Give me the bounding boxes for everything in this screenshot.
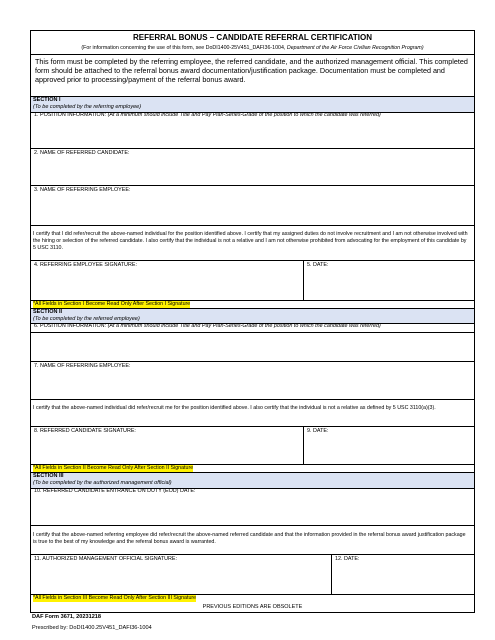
subtitle-italic: Department of the Air Force Civilian Recognition Program) bbox=[286, 45, 424, 51]
section-3-certification: I certify that the above-named referring employee did refer/recruit the above-named referred candidate and that the information provided in the referral bonus award justification package is true to the best of my knowledge and the referral bonus award is warranted. bbox=[33, 532, 466, 545]
section-1-note: (To be completed by the referring employee) bbox=[33, 104, 142, 110]
form-frame bbox=[30, 30, 475, 613]
divider bbox=[31, 426, 474, 427]
form-subtitle bbox=[31, 43, 474, 53]
divider bbox=[31, 54, 474, 55]
eod-date-field[interactable] bbox=[31, 488, 195, 495]
section-1-header bbox=[31, 96, 474, 113]
obsolete-notice: PREVIOUS EDITIONS ARE OBSOLETE bbox=[202, 604, 303, 610]
divider bbox=[31, 361, 474, 362]
position-info-field-2[interactable] bbox=[31, 323, 381, 330]
field-8-label: 8. REFERRED CANDIDATE SIGNATURE: bbox=[34, 428, 136, 434]
referred-candidate-signature-field[interactable] bbox=[31, 428, 136, 435]
divider bbox=[31, 554, 474, 555]
section-2-header bbox=[31, 308, 474, 324]
section-3-header bbox=[31, 472, 474, 489]
divider bbox=[31, 260, 474, 261]
section-2-readonly-notice: *All Fields in Section II Become Read Only After Section II Signature bbox=[33, 465, 194, 471]
position-info-field[interactable] bbox=[31, 112, 381, 119]
section-1-readonly-notice: *All Fields in Section I Become Read Only After Section I Signature bbox=[33, 301, 191, 307]
field-11-label: 11. AUTHORIZED MANAGEMENT OFFICIAL SIGNATURE: bbox=[34, 556, 177, 562]
field-5-label: 5. DATE: bbox=[307, 262, 329, 268]
section-3-note: (To be completed by the authorized management official) bbox=[33, 480, 172, 486]
date-field-9[interactable] bbox=[304, 428, 328, 435]
section-1-certification: I certify that I did refer/recruit the above-named individual for the position identified above. I certify that my assigned duties do not involve recruitment and I am not otherwise involved with the hiring or selection of the referred candidate. I also certify that the individual is not a relative and I am not otherwise prohibited from advocating for the employment of this candidate by 5 USC 3110. bbox=[33, 231, 468, 251]
form-title: REFERRAL BONUS – CANDIDATE REFERRAL CERTIFICATION bbox=[133, 33, 372, 42]
section-2-note: (To be completed by the referred employee) bbox=[33, 316, 140, 322]
field-3-label: 3. NAME OF REFERRING EMPLOYEE: bbox=[34, 187, 131, 193]
date-field-12[interactable] bbox=[332, 556, 359, 563]
prescribed-by: Prescribed by: DoDI1400.25V451_DAFI36-1004 bbox=[32, 625, 152, 631]
section-3-readonly-notice: *All Fields in Section III Become Read Only After Section III Signature bbox=[33, 595, 197, 601]
field-1-hint: (At a minimum should include Title and Pay Plan-Series-Grade of the position to which the candidate was referred) bbox=[107, 112, 381, 118]
section-1-heading: SECTION I bbox=[33, 97, 61, 103]
divider bbox=[31, 399, 474, 400]
field-12-label: 12. DATE: bbox=[335, 556, 360, 562]
field-9-label: 9. DATE: bbox=[307, 428, 329, 434]
field-2-label: 2. NAME OF REFERRED CANDIDATE: bbox=[34, 150, 130, 156]
date-field-5[interactable] bbox=[304, 262, 328, 269]
field-1-label: 1. POSITION INFORMATION: bbox=[34, 112, 107, 118]
subtitle-plain: (For information concerning the use of this form, see DoDI1400-25V451_DAFI36-1004, bbox=[81, 45, 286, 51]
field-10-label: 10. REFERRED CANDIDATE ENTRANCE ON DUTY (EOD) DATE: bbox=[34, 488, 196, 494]
divider bbox=[31, 225, 474, 226]
section-3-heading: SECTION III bbox=[33, 473, 64, 479]
field-6-hint: (At a minimum should include Title and Pay Plan-Series-Grade of the position to which the candidate was referred) bbox=[107, 323, 381, 329]
divider bbox=[31, 332, 474, 333]
field-7-label: 7. NAME OF REFERRING EMPLOYEE: bbox=[34, 363, 131, 369]
field-6-label: 6. POSITION INFORMATION: bbox=[34, 323, 107, 329]
referring-employee-signature-field[interactable] bbox=[31, 262, 137, 269]
section-2-heading: SECTION II bbox=[33, 309, 63, 315]
section-2-certification: I certify that the above-named individual did refer/recruit me for the position identified above. I also certify that the individual is not a relative as defined by 5 USC 3110(a)(3). bbox=[33, 405, 436, 411]
referred-candidate-name-field[interactable] bbox=[31, 150, 129, 157]
field-4-label: 4. REFERRING EMPLOYEE SIGNATURE: bbox=[34, 262, 137, 268]
management-official-signature-field[interactable] bbox=[31, 556, 177, 563]
referring-employee-name-field[interactable] bbox=[31, 187, 130, 194]
referring-employee-name-field-2[interactable] bbox=[31, 363, 130, 370]
divider bbox=[31, 525, 474, 526]
form-id: DAF Form 3671, 20231218 bbox=[32, 614, 102, 620]
intro-text: This form must be completed by the referring employee, the referred candidate, and the authorized management official. This completed form should be attached to the referral bonus award documentation/justification package. Documentation must be completed and approved prior to processing/payment of the referral bonus award. bbox=[35, 57, 468, 85]
divider bbox=[31, 148, 474, 149]
divider bbox=[31, 185, 474, 186]
